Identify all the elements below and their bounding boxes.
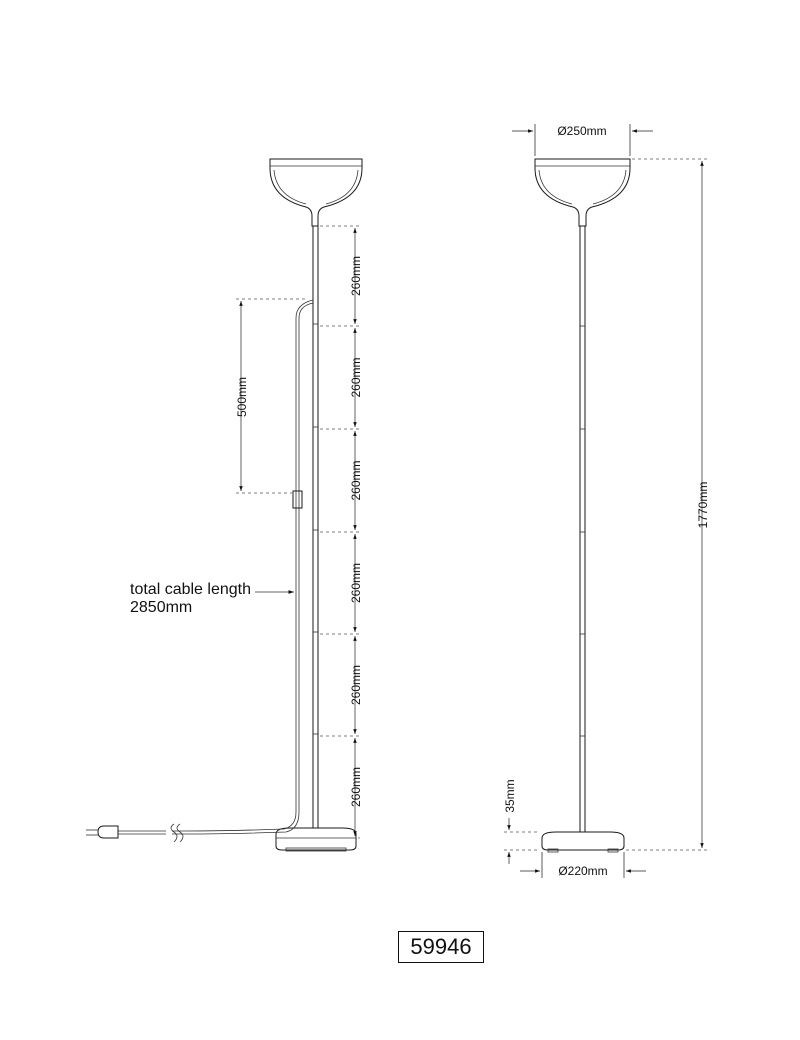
segment-dimension — [320, 736, 363, 836]
segment-label: 260mm — [349, 664, 363, 706]
front-view-lamp — [535, 159, 630, 852]
side-shade — [270, 159, 362, 226]
segment-label: 260mm — [349, 255, 363, 297]
segment-label: 260mm — [349, 460, 363, 501]
total-height-label: 1770mm — [696, 481, 710, 529]
cable-note-line1: total cable length — [130, 581, 251, 598]
front-base — [542, 832, 624, 852]
cable-note-line2: 2850mm — [130, 599, 193, 616]
cable-note — [130, 581, 294, 616]
segment-dimension — [320, 532, 363, 632]
segment-dimension — [320, 634, 363, 734]
segment-label: 260mm — [349, 357, 363, 398]
segment-label: 260mm — [349, 766, 363, 808]
front-shade — [535, 159, 630, 226]
segment-dimensions — [320, 226, 363, 838]
base-diameter-dimension — [520, 852, 646, 878]
base-height-dimension — [503, 779, 540, 864]
segment-label: 260mm — [349, 562, 363, 604]
segment-dimension — [320, 326, 363, 427]
total-height-dimension — [626, 159, 710, 850]
power-cable — [86, 300, 313, 842]
side-view-lamp — [86, 159, 362, 851]
base-diameter-label: Ø220mm — [558, 864, 608, 878]
switch-distance-dimension — [235, 299, 308, 493]
cable-switch — [293, 491, 302, 508]
switch-distance-label: 500mm — [235, 376, 249, 418]
segment-dimension — [320, 429, 363, 530]
shade-diameter-dimension — [512, 124, 653, 156]
segment-dimension — [320, 226, 363, 324]
product-code-box: 59946 — [398, 931, 484, 963]
plug-icon — [98, 826, 118, 838]
side-pole — [313, 226, 318, 828]
shade-diameter-label: Ø250mm — [557, 124, 607, 138]
base-height-label: 35mm — [503, 779, 517, 813]
front-pole — [580, 226, 585, 832]
